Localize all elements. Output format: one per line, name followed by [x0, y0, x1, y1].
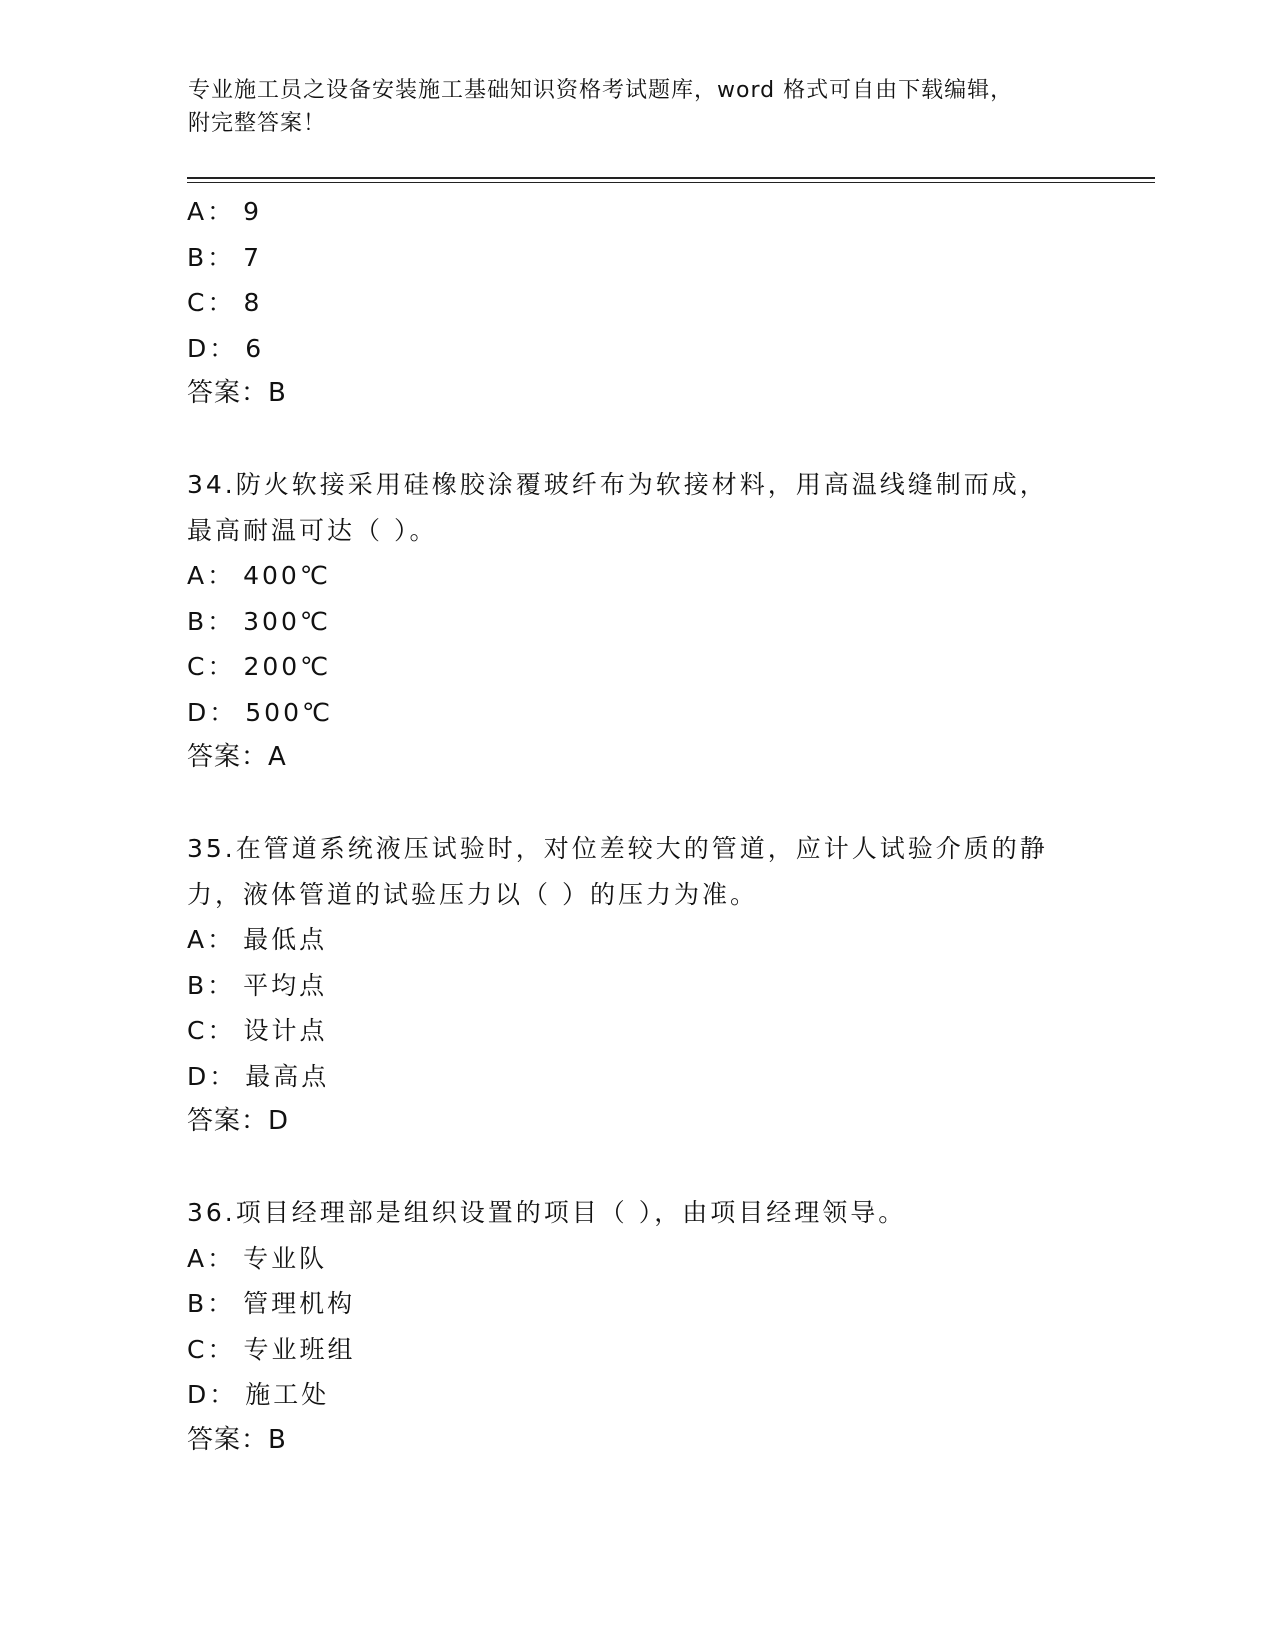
question-stem: 34.防火软接采用硅橡胶涂覆玻纤布为软接材料，用高温线缝制而成， 最高耐温可达（ ）。	[187, 470, 1048, 545]
answer-label: 答案：B	[187, 1424, 287, 1455]
question-36	[187, 1190, 1127, 1463]
option-c: C： 200℃	[187, 652, 332, 681]
header-divider-thin	[187, 182, 1155, 183]
option-d: D： 500℃	[187, 697, 334, 727]
option-a: A： 最低点	[187, 925, 328, 954]
header-divider-thick	[187, 177, 1155, 179]
question-stem: 35.在管道系统液压试验时，对位差较大的管道，应计人试验介质的静 力，液体管道的试验压力以（ ）的压力为准。	[187, 834, 1048, 909]
answer-label: 答案：A	[187, 742, 287, 772]
document-header	[188, 74, 1088, 140]
option-b: B： 7	[187, 242, 263, 272]
question-spacer	[187, 1145, 1127, 1191]
option-a: A： 专业队	[187, 1243, 328, 1273]
option-c: C： 设计点	[187, 1016, 328, 1045]
option-b: B： 平均点	[187, 970, 328, 1000]
option-c: C： 8	[187, 288, 263, 317]
question-spacer	[187, 417, 1127, 463]
option-a: A： 400℃	[187, 561, 331, 590]
option-a: A： 9	[187, 197, 263, 226]
option-c: C： 专业班组	[187, 1334, 356, 1364]
question-list	[187, 189, 1127, 1463]
question-spacer	[187, 781, 1127, 827]
answer-label: 答案：B	[187, 378, 287, 408]
question-34	[187, 462, 1127, 781]
question-33	[187, 189, 1127, 417]
header-line-2: 附完整答案！	[188, 111, 327, 136]
question-35	[187, 826, 1127, 1145]
question-stem: 36.项目经理部是组织设置的项目（ ），由项目经理领导。	[187, 1198, 907, 1227]
option-b: B： 管理机构	[187, 1289, 356, 1318]
header-line-1: 专业施工员之设备安装施工基础知识资格考试题库，word 格式可自由下载编辑，	[188, 78, 1014, 103]
option-d: D： 最高点	[187, 1061, 330, 1091]
answer-label: 答案：D	[187, 1106, 290, 1136]
option-b: B： 300℃	[187, 606, 331, 636]
option-d: D： 施工处	[187, 1380, 330, 1409]
option-d: D： 6	[187, 333, 265, 363]
